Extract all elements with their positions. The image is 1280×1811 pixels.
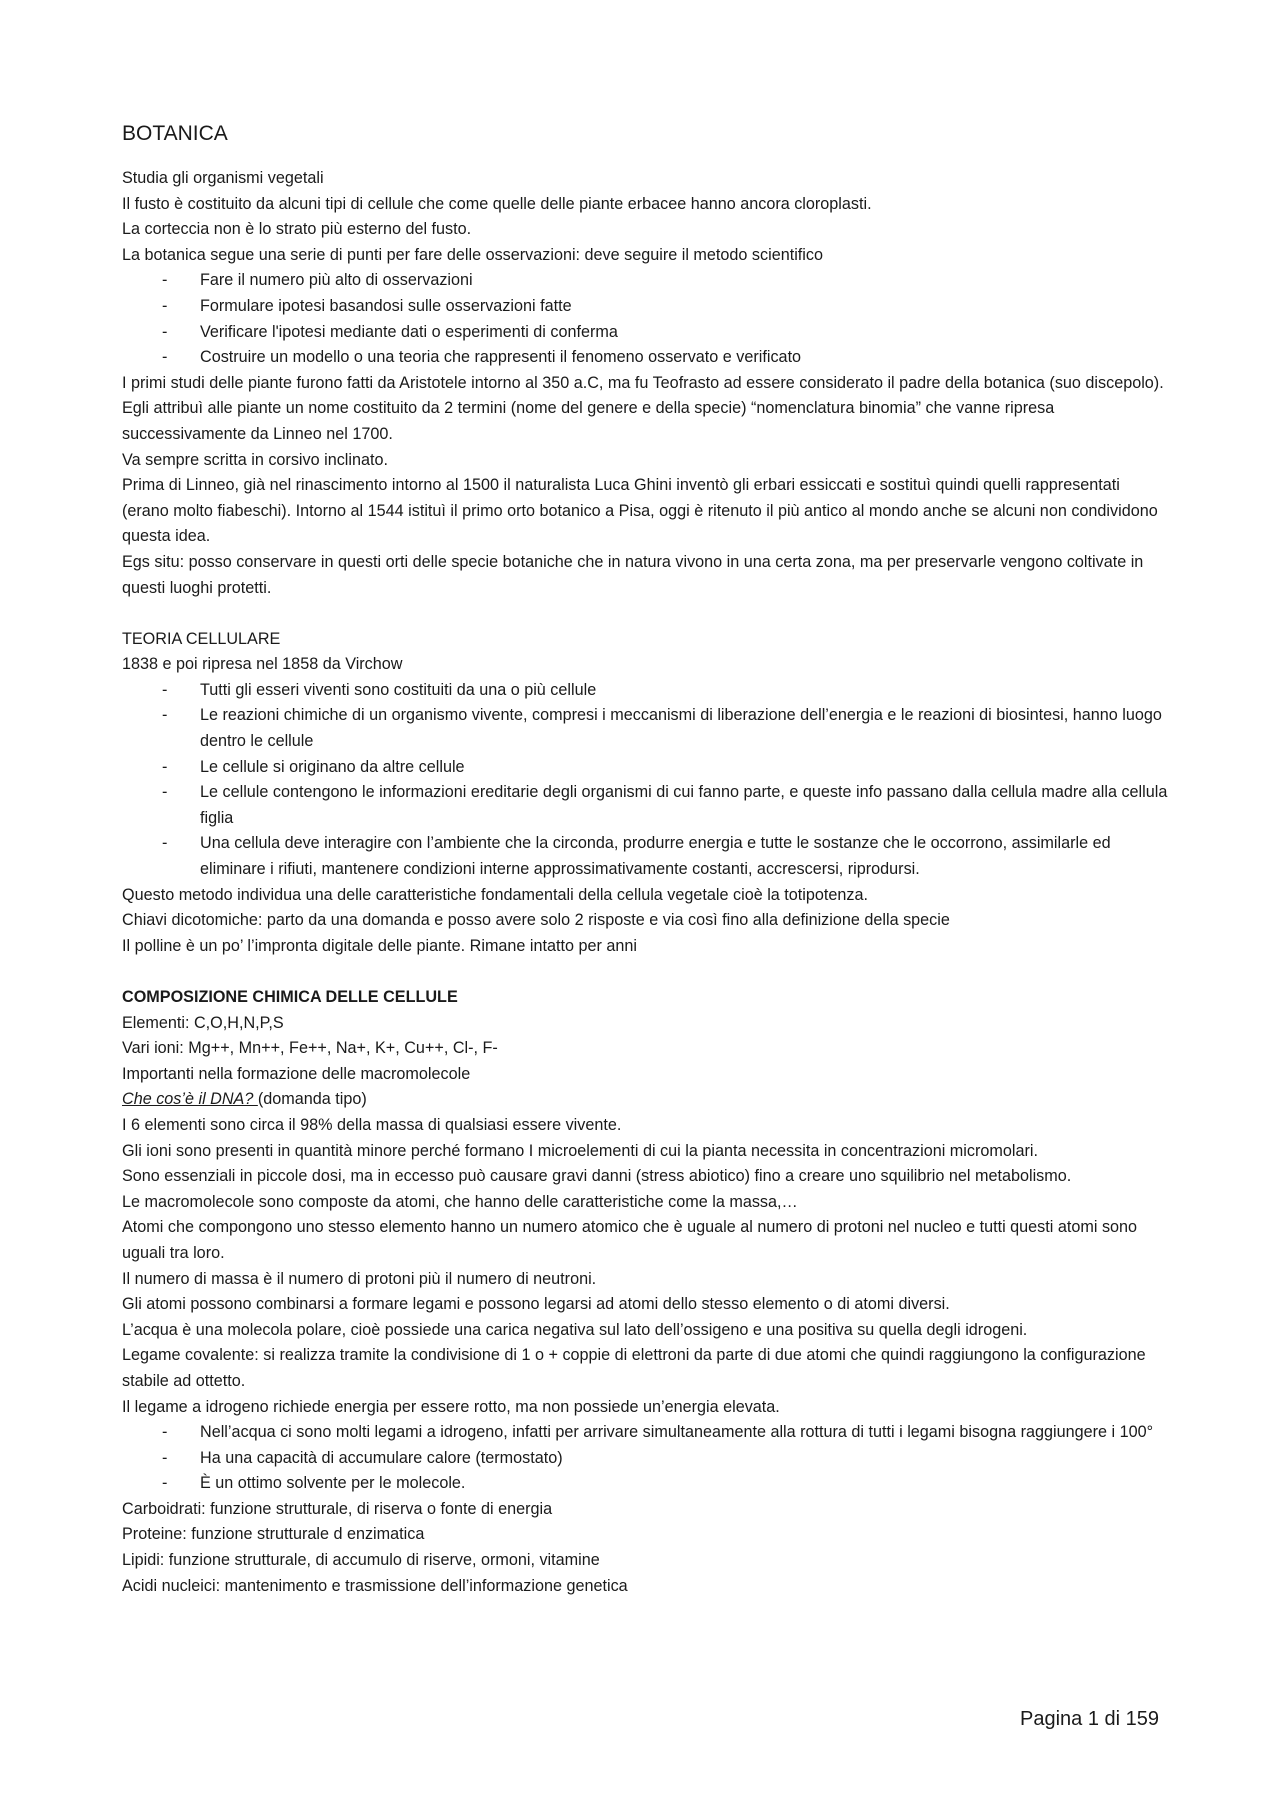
paragraph: Lipidi: funzione strutturale, di accumulo di riserve, ormoni, vitamine	[122, 1551, 600, 1570]
paragraph: Studia gli organismi vegetali	[122, 169, 324, 187]
question-line	[122, 1087, 1168, 1113]
list-item: - Nell’acqua ci sono molti legami a idrogeno, infatti per arrivare simultaneamente alla rottura di tutti i legami bisogna raggiungere i 100°	[122, 1420, 1168, 1446]
paragraph: L’acqua è una molecola polare, cioè possiede una carica negativa sul lato dell’ossigeno e una positiva su quella degli idrogeni.	[122, 1320, 1028, 1339]
paragraph: Il legame a idrogeno richiede energia per essere rotto, ma non possiede un’energia elevata.	[122, 1397, 780, 1416]
method-steps-list	[122, 268, 1168, 370]
list-item: - Ha una capacità di accumulare calore (termostato)	[122, 1446, 1168, 1472]
paragraph: Atomi che compongono uno stesso elemento hanno un numero atomico che è uguale al numero di protoni nel nucleo e tutti questi atomi sono uguali tra loro.	[122, 1218, 1138, 1262]
list-item: - Le cellule si originano da altre cellule	[122, 755, 1168, 781]
paragraph: Acidi nucleici: mantenimento e trasmissione dell’informazione genetica	[122, 1576, 628, 1595]
paragraph: I primi studi delle piante furono fatti da Aristotele intorno al 350 a.C, ma fu Teofrasto ad essere considerato il padre della botanica (suo discepolo). Egli attribuì alle piante un nome costituito da 2 termini (nome del genere e della specie) “nomenclatura binomia” che vanne ripresa successivamente da Linneo nel 1700.	[122, 373, 1164, 443]
document-body	[122, 120, 1168, 1599]
paragraph: Vari ioni: Mg++, Mn++, Fe++, Na+, K+, Cu++, Cl-, F-	[122, 1039, 498, 1058]
question-text: Che cos’è il DNA?	[122, 1090, 258, 1109]
paragraph: Il numero di massa è il numero di protoni più il numero di neutroni.	[122, 1269, 597, 1288]
paragraph: Importanti nella formazione delle macromolecole	[122, 1064, 471, 1083]
list-item: - Fare il numero più alto di osservazioni	[122, 268, 1168, 294]
paragraph: Il fusto è costituito da alcuni tipi di cellule che come quelle delle piante erbacee hanno ancora cloroplasti.	[122, 194, 872, 213]
paragraph: Va sempre scritta in corsivo inclinato.	[122, 450, 388, 469]
paragraph: Legame covalente: si realizza tramite la condivisione di 1 o + coppie di elettroni da parte di due atomi che quindi raggiungono la configurazione stabile ad ottetto.	[122, 1346, 1146, 1390]
paragraph: Prima di Linneo, già nel rinascimento intorno al 1500 il naturalista Luca Ghini inventò gli erbari essiccati e sostituì quindi quelli rappresentati (erano molto fiabeschi). Intorno al 1544 istituì il primo orto botanico a Pisa, oggi è ritenuto il più antico al mondo anche se alcuni non condividono questa idea.	[122, 476, 1158, 546]
paragraph: Proteine: funzione strutturale d enzimatica	[122, 1525, 425, 1544]
paragraph: Sono essenziali in piccole dosi, ma in eccesso può causare gravi danni (stress abiotico) fino a creare uno squilibrio nel metabolismo.	[122, 1167, 1072, 1186]
question-note: (domanda tipo)	[257, 1090, 367, 1109]
list-item: - Verificare l'ipotesi mediante dati o esperimenti di conferma	[122, 320, 1168, 346]
paragraph: Elementi: C,O,H,N,P,S	[122, 1013, 284, 1032]
paragraph: Gli atomi possono combinarsi a formare legami e possono legarsi ad atomi dello stesso elemento o di atomi diversi.	[122, 1295, 950, 1314]
paragraph: La corteccia non è lo strato più esterno del fusto.	[122, 220, 472, 239]
list-item: - Costruire un modello o una teoria che rappresenti il fenomeno osservato e verificato	[122, 345, 1168, 371]
spacer	[122, 959, 1168, 985]
page-title: BOTANICA	[122, 122, 228, 145]
paragraph: Chiavi dicotomiche: parto da una domanda e posso avere solo 2 risposte e via così fino alla definizione della specie	[122, 911, 950, 930]
cell-theory-list	[122, 678, 1168, 883]
list-item: - Le cellule contengono le informazioni ereditarie degli organismi di cui fanno parte, e queste info passano dalla cellula madre alla cellula figlia	[122, 780, 1168, 831]
paragraph: Il polline è un po’ l’impronta digitale delle piante. Rimane intatto per anni	[122, 936, 638, 955]
paragraph: Egs situ: posso conservare in questi orti delle specie botaniche che in natura vivono in una certa zona, ma per preservarle vengono coltivate in questi luoghi protetti.	[122, 552, 1144, 597]
paragraph: La botanica segue una serie di punti per fare delle osservazioni: deve seguire il metodo scientifico	[122, 245, 823, 264]
spacer	[122, 601, 1168, 627]
paragraph: Le macromolecole sono composte da atomi, che hanno delle caratteristiche come la massa,…	[122, 1192, 798, 1211]
paragraph: I 6 elementi sono circa il 98% della massa di qualsiasi essere vivente.	[122, 1115, 622, 1134]
list-item: - Le reazioni chimiche di un organismo vivente, compresi i meccanismi di liberazione dell’energia e le reazioni di biosintesi, hanno luogo dentro le cellule	[122, 703, 1168, 754]
paragraph: 1838 e poi ripresa nel 1858 da Virchow	[122, 655, 403, 674]
paragraph: Questo metodo individua una delle caratteristiche fondamentali della cellula vegetale cioè la totipotenza.	[122, 885, 868, 904]
list-item: - È un ottimo solvente per le molecole.	[122, 1471, 1168, 1497]
list-item: - Formulare ipotesi basandosi sulle osservazioni fatte	[122, 294, 1168, 320]
section-heading-cell-theory: TEORIA CELLULARE	[122, 629, 281, 648]
list-item: - Tutti gli esseri viventi sono costituiti da una o più cellule	[122, 678, 1168, 704]
section-heading-chemistry: COMPOSIZIONE CHIMICA DELLE CELLULE	[122, 988, 458, 1006]
page-number: Pagina 1 di 159	[1020, 1708, 1160, 1730]
water-properties-list	[122, 1420, 1168, 1497]
list-item: - Una cellula deve interagire con l’ambiente che la circonda, produrre energia e tutte le sostanze che le occorrono, assimilarle ed eliminare i rifiuti, mantenere condizioni interne approssimativamente costanti, accrescersi, riprodursi.	[122, 831, 1168, 882]
paragraph: Gli ioni sono presenti in quantità minore perché formano I microelementi di cui la pianta necessita in concentrazioni micromolari.	[122, 1141, 1038, 1160]
paragraph: Carboidrati: funzione strutturale, di riserva o fonte di energia	[122, 1499, 553, 1518]
